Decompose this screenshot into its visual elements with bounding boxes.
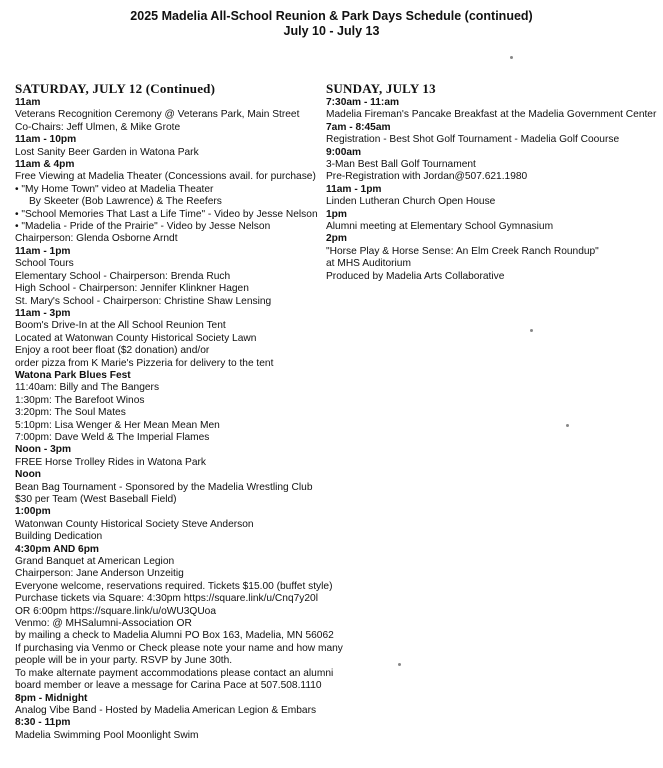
schedule-text: 11:40am: Billy and The Bangers (15, 382, 160, 394)
schedule-text: Analog Vibe Band - Hosted by Madelia American Legion & Embars (15, 704, 317, 716)
schedule-text: OR 6:00pm https://square.link/u/oWU3QUoa (15, 605, 217, 617)
schedule-text: $30 per Team (West Baseball Field) (15, 494, 177, 505)
schedule-time: 1pm (326, 208, 347, 220)
schedule-time: 11am - 3pm (15, 307, 71, 319)
schedule-text: at MHS Auditorium (326, 258, 411, 270)
schedule-text: Elementary School - Chairperson: Brenda Ruch (15, 270, 231, 282)
schedule-time: 2pm (326, 233, 347, 245)
date-range-line: July 10 - July 13 (283, 24, 380, 38)
schedule-time: 9:00am (326, 146, 362, 158)
schedule-text: St. Mary's School - Chairperson: Christine Shaw Lensing (15, 295, 272, 307)
schedule-text: Chairperson: Glenda Osborne Arndt (15, 233, 178, 245)
schedule-text: Madelia Fireman's Pancake Breakfast at the Madelia Government Center (326, 109, 657, 121)
saturday-heading: SATURDAY, JULY 12 (Continued) (15, 81, 216, 96)
schedule-text: Venmo: @ MHSalumni-Association OR (15, 618, 192, 630)
schedule-time: Watona Park Blues Fest (15, 369, 131, 381)
sunday-heading: SUNDAY, JULY 13 (326, 81, 436, 96)
schedule-time: 11am & 4pm (15, 159, 75, 171)
schedule-text: If purchasing via Venmo or Check please note your name and how many (15, 642, 343, 654)
schedule-time: 11am - 10pm (15, 134, 77, 146)
schedule-text: High School - Chairperson: Jennifer Klinkner Hagen (15, 283, 249, 295)
schedule-text: Registration - Best Shot Golf Tournament - Madelia Golf Coourse (326, 134, 620, 146)
document-title (0, 9, 663, 39)
schedule-text: 7:00pm: Dave Weld & The Imperial Flames (15, 431, 210, 443)
schedule-text: order pizza from K Marie's Pizzeria for delivery to the tent (15, 357, 274, 369)
schedule-time: 8:30 - 11pm (15, 717, 71, 729)
schedule-text: Watonwan County Historical Society Steve Anderson (15, 518, 254, 530)
schedule-time: 11am (15, 97, 41, 108)
schedule-text: By Skeeter (Bob Lawrence) & The Reefers (29, 196, 222, 208)
schedule-text: Free Viewing at Madelia Theater (Concessions avail. for purchase) (15, 171, 316, 183)
schedule-time: 7am - 8:45am (326, 121, 391, 133)
schedule-time: Noon - 3pm (15, 444, 72, 456)
schedule-text: Located at Watonwan County Historical Society Lawn (15, 332, 257, 344)
title-line: 2025 Madelia All-School Reunion & Park Days Schedule (continued) (130, 9, 533, 23)
schedule-text: Everyone welcome, reservations required. Tickets $15.00 (buffet style) (15, 580, 333, 592)
schedule-time: 8pm - Midnight (15, 692, 88, 704)
schedule-text: 3-Man Best Ball Golf Tournament (326, 159, 476, 171)
schedule-text: • "School Memories That Last a Life Time" - Video by Jesse Nelson (15, 208, 318, 220)
scan-speck (530, 329, 533, 332)
schedule-time: 11am - 1pm (15, 245, 71, 257)
schedule-time: 11am - 1pm (326, 183, 382, 195)
schedule-text: FREE Horse Trolley Rides in Watona Park (15, 456, 206, 468)
schedule-text: Boom's Drive-In at the All School Reunion Tent (15, 320, 226, 332)
schedule-text: Alumni meeting at Elementary School Gymnasium (326, 221, 554, 233)
schedule-text: Chairperson: Jane Anderson Unzeitig (15, 568, 184, 580)
schedule-text: Madelia Swimming Pool Moonlight Swim (15, 729, 199, 741)
scan-speck (510, 56, 513, 59)
schedule-text: Co-Chairs: Jeff Ulmen, & Mike Grote (15, 121, 181, 133)
schedule-text: people will be in your party. RSVP by June 30th. (15, 655, 233, 667)
schedule-time: Noon (15, 469, 42, 481)
sunday-column (326, 82, 656, 283)
schedule-text: by mailing a check to Madelia Alumni PO Box 163, Madelia, MN 56062 (15, 630, 334, 642)
schedule-text: board member or leave a message for Carina Pace at 507.508.1110 (15, 680, 322, 692)
schedule-text: School Tours (15, 258, 74, 270)
schedule-text: 1:30pm: The Barefoot Winos (15, 394, 145, 406)
scan-speck (398, 663, 401, 666)
schedule-text: • "My Home Town" video at Madelia Theater (15, 183, 214, 195)
schedule-text: 3:20pm: The Soul Mates (15, 407, 126, 419)
schedule-text: 5:10pm: Lisa Wenger & Her Mean Mean Men (15, 419, 220, 431)
schedule-text: Veterans Recognition Ceremony @ Veterans Park, Main Street (15, 109, 300, 121)
schedule-text: Linden Lutheran Church Open House (326, 196, 496, 208)
scan-speck (566, 424, 569, 427)
sunday-schedule (326, 97, 656, 283)
schedule-time: 4:30pm AND 6pm (15, 543, 99, 555)
schedule-time: 1:00pm (15, 506, 51, 518)
schedule-text: To make alternate payment accommodations please contact an alumni (15, 667, 334, 679)
schedule-text: Bean Bag Tournament - Sponsored by the Madelia Wrestling Club (15, 481, 313, 493)
schedule-text: Pre-Registration with Jordan@507.621.1980 (326, 171, 528, 183)
schedule-text: "Horse Play & Horse Sense: An Elm Creek Ranch Roundup" (326, 245, 599, 257)
schedule-text: Purchase tickets via Square: 4:30pm https://square.link/u/Cnq7y20l (15, 593, 318, 605)
schedule-time: 7:30am - 11:am (326, 97, 400, 108)
schedule-text: Building Dedication (15, 531, 103, 543)
schedule-text: Produced by Madelia Arts Collaborative (326, 270, 505, 282)
schedule-text: Grand Banquet at American Legion (15, 556, 175, 568)
schedule-text: Lost Sanity Beer Garden in Watona Park (15, 146, 199, 158)
schedule-text: • "Madelia - Pride of the Prairie" - Video by Jesse Nelson (15, 221, 271, 233)
schedule-text: Enjoy a root beer float ($2 donation) and/or (15, 345, 210, 357)
